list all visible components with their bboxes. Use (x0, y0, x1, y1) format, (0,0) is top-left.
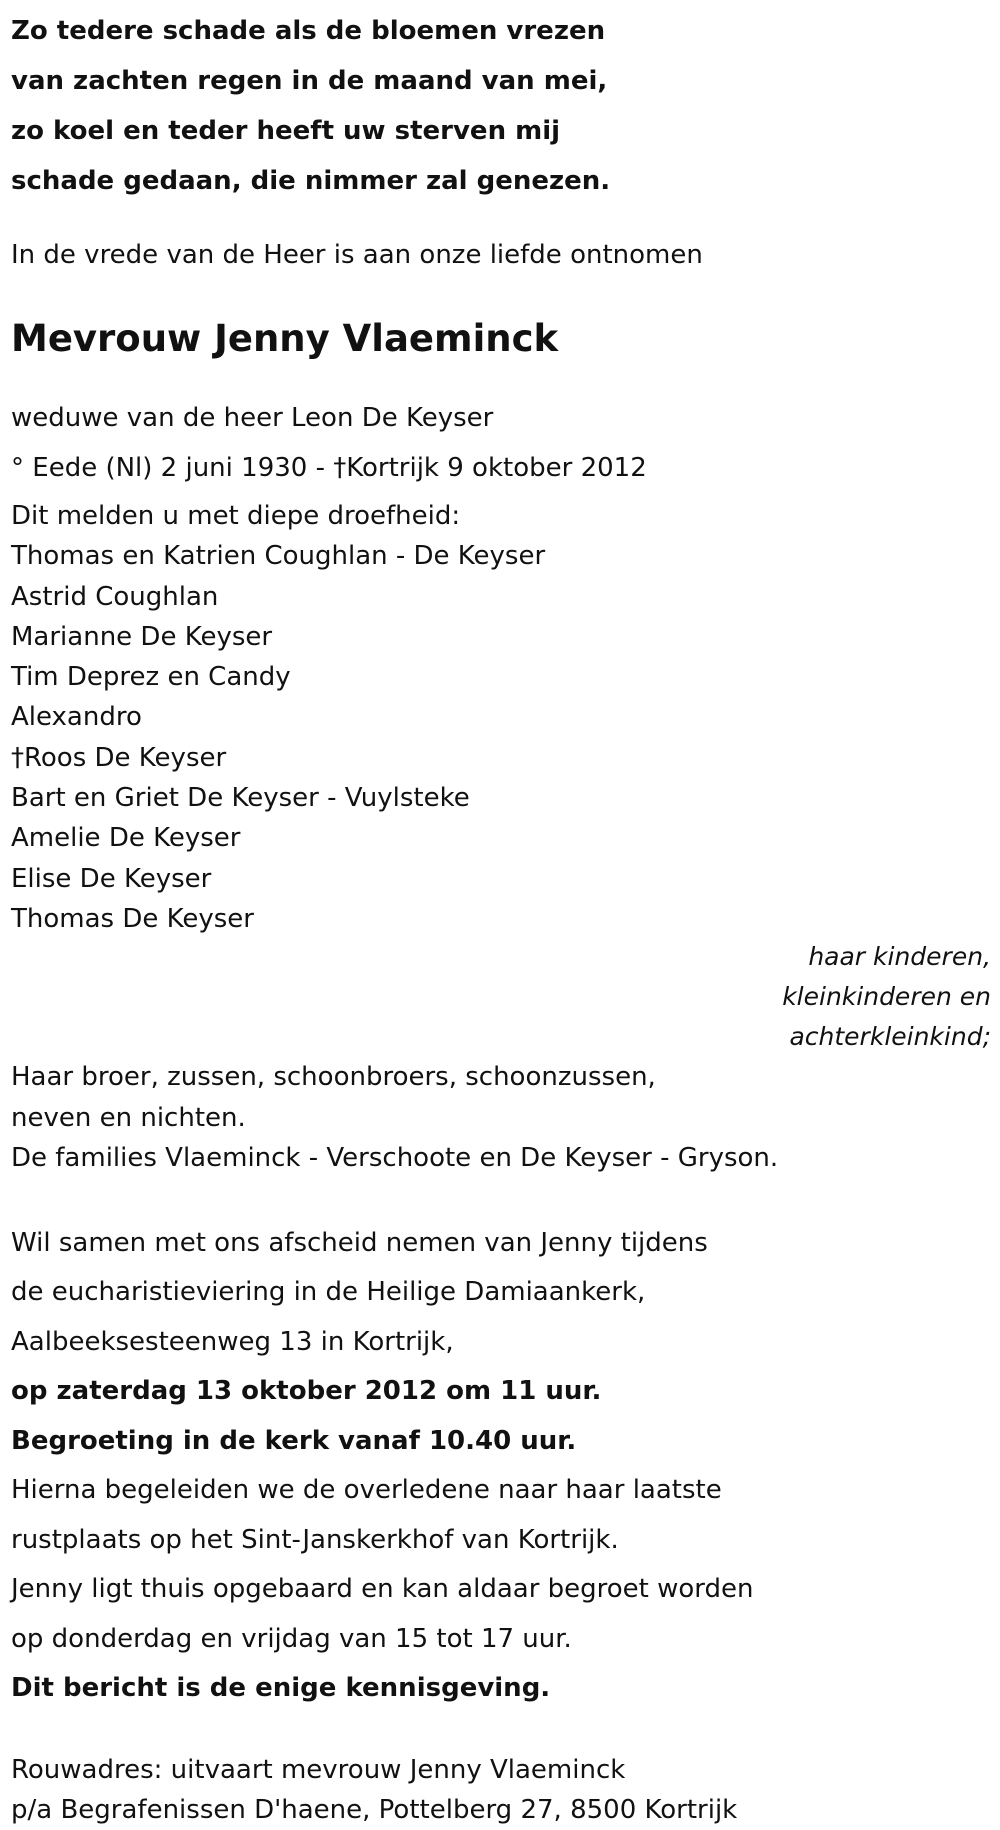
poem (11, 0, 1000, 206)
poem-line: zo koel en teder heeft uw sterven mij (11, 116, 561, 146)
address-line: Rouwadres: uitvaart mevrouw Jenny Vlaeminck (11, 1754, 626, 1785)
family-member: Elise De Keyser (11, 863, 212, 894)
service-line: Wil samen met ons afscheid nemen van Jenny tijdens (11, 1227, 708, 1258)
birth-death-dates: ° Eede (Nl) 2 juni 1930 - †Kortrijk 9 oktober 2012 (11, 453, 647, 483)
other-relatives-line: Haar broer, zussen, schoonbroers, schoonzussen, (11, 1062, 656, 1093)
service-line: op donderdag en vrijdag van 15 tot 17 uur. (11, 1623, 572, 1654)
family-member: Astrid Coughlan (11, 581, 219, 612)
family-member: Marianne De Keyser (11, 621, 273, 652)
relation-line: haar kinderen, (808, 942, 991, 972)
funeral-service-info (11, 1219, 1000, 1714)
mourning-address (11, 1750, 1000, 1830)
family-announcement (11, 496, 1000, 939)
service-line: rustplaats op het Sint-Janskerkhof van Kortrijk. (11, 1524, 619, 1555)
deceased-name: Mevrouw Jenny Vlaeminck (11, 317, 559, 360)
intro-text: In de vrede van de Heer is aan onze liefde ontnomen (11, 240, 703, 270)
poem-line: van zachten regen in de maand van mei, (11, 66, 608, 96)
poem-line: schade gedaan, die nimmer zal genezen. (11, 166, 611, 196)
greeting-time: Begroeting in de kerk vanaf 10.40 uur. (11, 1425, 577, 1456)
address-line: p/a Begrafenissen D'haene, Pottelberg 27, 8500 Kortrijk (11, 1794, 738, 1825)
sole-notice: Dit bericht is de enige kennisgeving. (11, 1673, 551, 1704)
service-line: de eucharistieviering in de Heilige Damiaankerk, (11, 1277, 646, 1308)
family-member: Amelie De Keyser (11, 823, 241, 854)
relation-line: achterkleinkind; (789, 1022, 991, 1052)
relation-line: kleinkinderen en (782, 982, 991, 1012)
family-member: †Roos De Keyser (11, 742, 227, 773)
relation-note (11, 937, 1000, 1057)
poem-line: Zo tedere schade als de bloemen vrezen (11, 16, 606, 46)
family-list (11, 536, 1000, 939)
announce-heading: Dit melden u met diepe droefheid: (11, 501, 461, 531)
service-line: Aalbeeksesteenweg 13 in Kortrijk, (11, 1326, 454, 1357)
widow-of-text: weduwe van de heer Leon De Keyser (11, 403, 494, 433)
family-member: Alexandro (11, 702, 142, 733)
other-relatives-line: neven en nichten. (11, 1102, 246, 1133)
service-date: op zaterdag 13 oktober 2012 om 11 uur. (11, 1376, 602, 1407)
family-member: Thomas en Katrien Coughlan - De Keyser (11, 541, 546, 572)
family-member: Bart en Griet De Keyser - Vuylsteke (11, 783, 470, 814)
other-relatives (11, 1057, 1000, 1179)
service-line: Hierna begeleiden we de overledene naar haar laatste (11, 1475, 722, 1506)
family-member: Tim Deprez en Candy (11, 662, 291, 693)
other-relatives-line: De families Vlaeminck - Verschoote en De Keyser - Gryson. (11, 1143, 779, 1174)
service-line: Jenny ligt thuis opgebaard en kan aldaar begroet worden (11, 1574, 754, 1605)
family-member: Thomas De Keyser (11, 903, 254, 934)
